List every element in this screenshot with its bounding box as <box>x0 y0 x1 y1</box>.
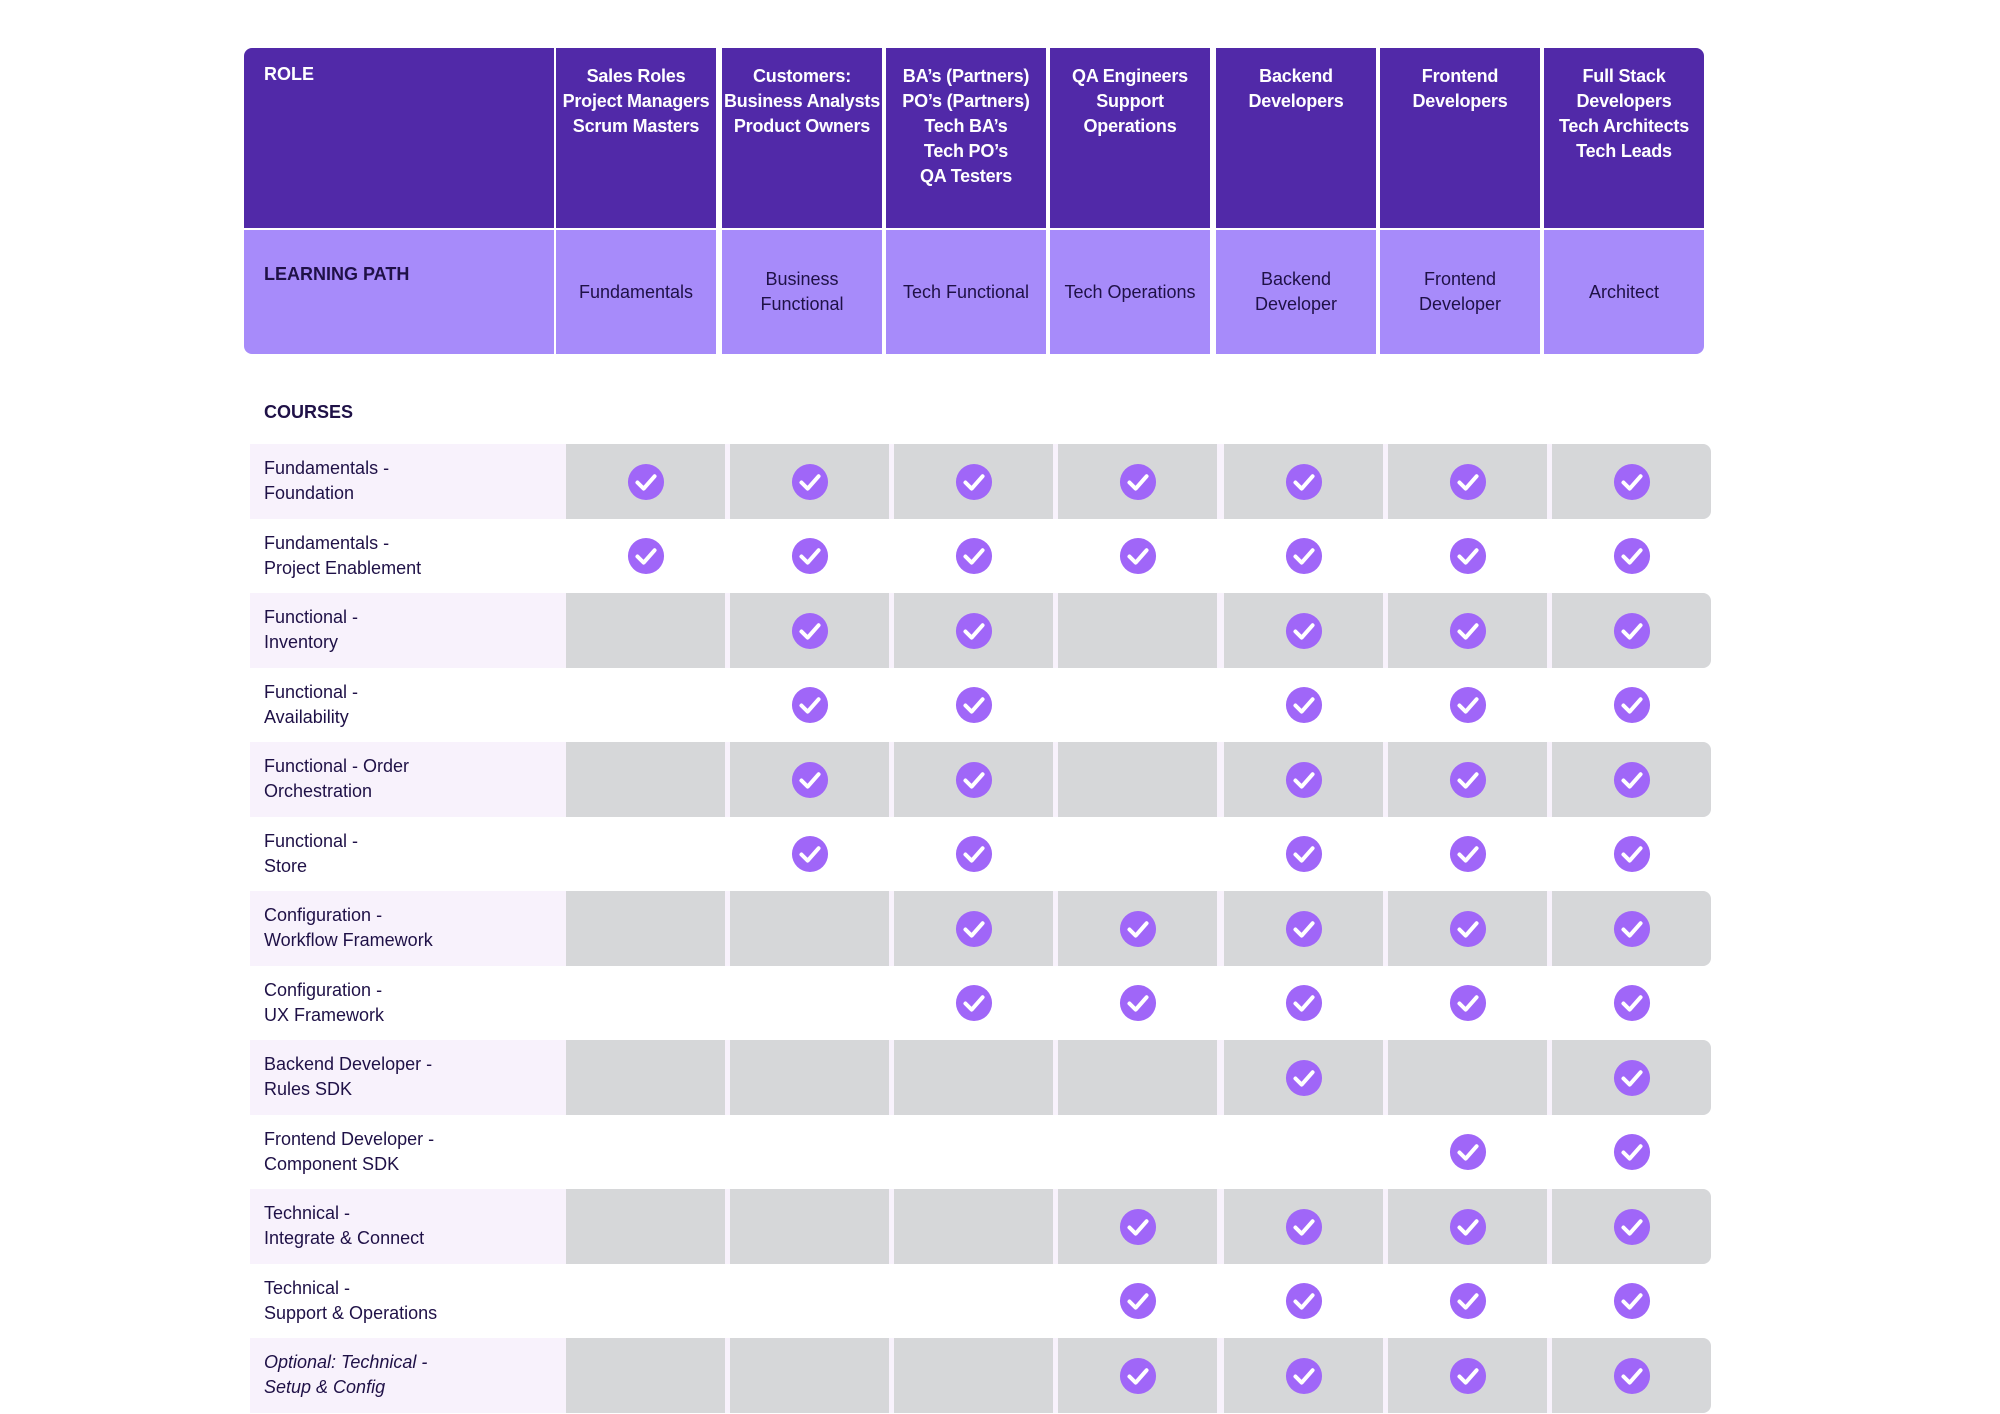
check-circle-icon <box>1285 612 1323 650</box>
course-cell <box>894 966 1053 1041</box>
check-circle-icon <box>1449 1357 1487 1395</box>
learning-path-name: Tech Operations <box>1064 281 1196 302</box>
check-circle-icon <box>1285 761 1323 799</box>
check-circle-icon <box>1119 463 1157 501</box>
course-cell <box>1058 593 1217 668</box>
course-row <box>250 891 1700 966</box>
course-cell <box>1058 891 1217 966</box>
learning-path-header-4 <box>1050 230 1210 354</box>
courses-title: COURSES <box>264 402 354 422</box>
course-cell <box>1552 1040 1711 1115</box>
check-circle-icon <box>955 537 993 575</box>
course-cell <box>1388 1040 1547 1115</box>
role-column-header-2 <box>722 48 882 228</box>
role-line: Operations <box>1083 116 1177 136</box>
course-cell <box>566 1189 725 1264</box>
check-circle-icon <box>1285 910 1323 948</box>
course-cell <box>1388 1189 1547 1264</box>
course-cell <box>566 1115 725 1190</box>
role-line: Business Analysts <box>724 91 880 111</box>
role-line: Tech Architects <box>1558 116 1690 136</box>
course-row <box>250 1040 1700 1115</box>
course-cell <box>1224 593 1383 668</box>
course-cell <box>1552 668 1711 743</box>
course-row <box>250 668 1700 743</box>
role-line: Tech Leads <box>1576 141 1672 161</box>
role-line: Customers: <box>752 66 852 86</box>
course-cell <box>566 966 725 1041</box>
course-cell <box>894 1189 1053 1264</box>
course-cell <box>1552 1115 1711 1190</box>
course-cell <box>730 966 889 1041</box>
course-cell <box>730 742 889 817</box>
check-circle-icon <box>1119 537 1157 575</box>
course-row <box>250 1264 1700 1339</box>
check-circle-icon <box>627 537 665 575</box>
learning-path-header-5 <box>1216 230 1376 354</box>
check-circle-icon <box>1613 1357 1651 1395</box>
check-circle-icon <box>1449 910 1487 948</box>
check-circle-icon <box>1613 686 1651 724</box>
course-cell <box>1224 966 1383 1041</box>
course-cell <box>566 742 725 817</box>
course-cell <box>1552 1189 1711 1264</box>
course-cell <box>1224 1338 1383 1413</box>
check-circle-icon <box>1119 1282 1157 1320</box>
course-name: Fundamentals - Project Enablement <box>264 532 422 578</box>
check-circle-icon <box>955 835 993 873</box>
check-circle-icon <box>1613 910 1651 948</box>
course-cell <box>1058 1189 1217 1264</box>
role-line: Tech BA’s <box>924 116 1008 136</box>
course-cell <box>1388 966 1547 1041</box>
check-circle-icon <box>955 463 993 501</box>
course-cell <box>1224 742 1383 817</box>
check-circle-icon <box>1613 984 1651 1022</box>
check-circle-icon <box>1285 984 1323 1022</box>
course-cell <box>1552 444 1711 519</box>
course-cell <box>1552 817 1711 892</box>
role-line: Developers <box>1576 91 1672 111</box>
course-cell <box>1552 966 1711 1041</box>
check-circle-icon <box>1119 984 1157 1022</box>
check-circle-icon <box>1449 1133 1487 1171</box>
check-circle-icon <box>1285 1208 1323 1246</box>
role-column-header-3 <box>886 48 1046 228</box>
check-circle-icon <box>1119 1357 1157 1395</box>
check-circle-icon <box>1449 686 1487 724</box>
course-cell <box>1552 1264 1711 1339</box>
course-cell <box>1224 668 1383 743</box>
course-cell <box>566 891 725 966</box>
role-label-cell <box>244 48 554 228</box>
check-circle-icon <box>1613 1133 1651 1171</box>
course-cell <box>1552 519 1711 594</box>
role-line: Product Owners <box>733 116 871 136</box>
course-cell <box>730 817 889 892</box>
course-row <box>250 1115 1700 1190</box>
check-circle-icon <box>1613 1208 1651 1246</box>
course-name: Technical - Integrate & Connect <box>264 1203 425 1248</box>
course-cell <box>1224 444 1383 519</box>
course-name: Backend Developer - Rules SDK <box>264 1054 433 1099</box>
role-line: Project Managers <box>562 91 710 111</box>
course-name: Fundamentals - Foundation <box>264 458 390 503</box>
course-cell <box>1388 742 1547 817</box>
course-cell <box>566 444 725 519</box>
course-name: Functional - Availability <box>264 681 359 727</box>
course-cell <box>1552 742 1711 817</box>
course-cell <box>730 593 889 668</box>
course-cell <box>730 1338 889 1413</box>
check-circle-icon <box>1285 1282 1323 1320</box>
course-cell <box>1388 1115 1547 1190</box>
role-line: Scrum Masters <box>572 116 700 136</box>
check-circle-icon <box>627 463 665 501</box>
check-circle-icon <box>1449 612 1487 650</box>
check-circle-icon <box>955 612 993 650</box>
role-line: Sales Roles <box>586 66 686 86</box>
check-circle-icon <box>955 761 993 799</box>
course-name: Configuration - Workflow Framework <box>264 905 433 950</box>
course-cell <box>1058 742 1217 817</box>
check-circle-icon <box>1285 1059 1323 1097</box>
course-cell <box>1388 519 1547 594</box>
course-cell <box>1388 817 1547 892</box>
course-cell <box>566 1338 725 1413</box>
learning-path-header-2 <box>722 230 882 354</box>
course-cell <box>1388 1264 1547 1339</box>
course-cell <box>730 519 889 594</box>
check-circle-icon <box>1449 463 1487 501</box>
check-circle-icon <box>1613 612 1651 650</box>
learning-path-name: Backend Developer <box>1254 269 1338 314</box>
course-cell <box>1388 593 1547 668</box>
course-cell <box>1058 1264 1217 1339</box>
learning-path-name: Frontend Developer <box>1418 269 1502 314</box>
course-cell <box>1388 891 1547 966</box>
course-cell <box>1388 668 1547 743</box>
check-circle-icon <box>791 463 829 501</box>
course-cell <box>566 1040 725 1115</box>
course-cell <box>566 668 725 743</box>
course-row <box>250 966 1700 1041</box>
check-circle-icon <box>1449 1282 1487 1320</box>
role-line: QA Engineers <box>1072 66 1188 86</box>
course-cell <box>894 742 1053 817</box>
course-cell <box>1224 519 1383 594</box>
role-line: Developers <box>1412 91 1508 111</box>
course-cell <box>1388 444 1547 519</box>
course-cell <box>730 891 889 966</box>
check-circle-icon <box>1285 686 1323 724</box>
course-cell <box>894 1040 1053 1115</box>
check-circle-icon <box>1613 463 1651 501</box>
course-cell <box>1058 817 1217 892</box>
check-circle-icon <box>1119 910 1157 948</box>
course-cell <box>1058 1115 1217 1190</box>
course-cell <box>566 593 725 668</box>
course-cell <box>894 593 1053 668</box>
course-name: Functional - Store <box>264 830 359 876</box>
check-circle-icon <box>791 686 829 724</box>
course-cell <box>894 1338 1053 1413</box>
role-column-header-6 <box>1380 48 1540 228</box>
role-line: BA’s (Partners) <box>902 66 1030 86</box>
course-cell <box>1224 1189 1383 1264</box>
course-cell <box>730 1189 889 1264</box>
course-cell <box>894 519 1053 594</box>
course-name: Frontend Developer - Component SDK <box>264 1128 435 1174</box>
course-cell <box>894 891 1053 966</box>
course-cell <box>1552 593 1711 668</box>
course-cell <box>1058 1338 1217 1413</box>
course-cell <box>894 1264 1053 1339</box>
role-line: QA Testers <box>919 166 1013 186</box>
course-name: Configuration - UX Framework <box>264 979 385 1025</box>
check-circle-icon <box>791 537 829 575</box>
course-row <box>250 742 1700 817</box>
course-row <box>250 1338 1700 1413</box>
role-line: Support <box>1096 91 1164 111</box>
course-cell <box>1552 891 1711 966</box>
course-name: Technical - Support & Operations <box>264 1277 438 1323</box>
check-circle-icon <box>1285 537 1323 575</box>
role-line: Frontend <box>1421 66 1499 86</box>
role-column-header-4 <box>1050 48 1210 228</box>
course-row <box>250 1189 1700 1264</box>
course-row <box>250 519 1700 594</box>
course-cell <box>894 817 1053 892</box>
course-cell <box>1058 519 1217 594</box>
course-row <box>250 593 1700 668</box>
course-name: Functional - Order Orchestration <box>264 756 410 801</box>
role-line: Developers <box>1248 91 1344 111</box>
course-cell <box>1224 1040 1383 1115</box>
check-circle-icon <box>1449 984 1487 1022</box>
course-cell <box>1224 891 1383 966</box>
learning-path-name: Fundamentals <box>578 281 694 302</box>
role-column-header-5 <box>1216 48 1376 228</box>
check-circle-icon <box>1449 537 1487 575</box>
course-cell <box>894 444 1053 519</box>
check-circle-icon <box>1285 1357 1323 1395</box>
check-circle-icon <box>791 835 829 873</box>
course-cell <box>730 1264 889 1339</box>
role-column-header-7 <box>1544 48 1704 228</box>
course-row <box>250 444 1700 519</box>
role-label: ROLE <box>264 64 315 84</box>
course-cell <box>566 1264 725 1339</box>
learning-path-label-cell <box>244 230 554 354</box>
course-row <box>250 817 1700 892</box>
learning-path-header-3 <box>886 230 1046 354</box>
role-line: Backend <box>1259 66 1333 86</box>
course-name: Optional: Technical - Setup & Config <box>264 1352 428 1397</box>
course-cell <box>730 1040 889 1115</box>
course-cell <box>730 668 889 743</box>
role-line: Full Stack <box>1582 66 1666 86</box>
course-cell <box>566 817 725 892</box>
course-cell <box>1224 1264 1383 1339</box>
check-circle-icon <box>1449 835 1487 873</box>
course-name: Functional - Inventory <box>264 607 359 652</box>
check-circle-icon <box>1449 761 1487 799</box>
course-cell <box>1388 1338 1547 1413</box>
check-circle-icon <box>955 686 993 724</box>
check-circle-icon <box>791 612 829 650</box>
learning-path-label: LEARNING PATH <box>264 264 410 284</box>
check-circle-icon <box>955 910 993 948</box>
learning-path-header-7 <box>1544 230 1704 354</box>
check-circle-icon <box>1613 537 1651 575</box>
learning-path-header-1 <box>556 230 716 354</box>
course-cell <box>894 668 1053 743</box>
course-cell <box>1058 966 1217 1041</box>
check-circle-icon <box>1613 761 1651 799</box>
course-cell <box>1552 1338 1711 1413</box>
role-line: Tech PO’s <box>923 141 1009 161</box>
course-cell <box>1224 817 1383 892</box>
role-column-header-1 <box>556 48 716 228</box>
learning-path-header-6 <box>1380 230 1540 354</box>
check-circle-icon <box>1285 463 1323 501</box>
course-cell <box>894 1115 1053 1190</box>
check-circle-icon <box>1613 1282 1651 1320</box>
check-circle-icon <box>1613 1059 1651 1097</box>
check-circle-icon <box>1119 1208 1157 1246</box>
course-cell <box>730 1115 889 1190</box>
role-line: PO’s (Partners) <box>902 91 1030 111</box>
learning-path-name: Tech Functional <box>902 281 1030 302</box>
course-cell <box>1058 668 1217 743</box>
course-cell <box>1224 1115 1383 1190</box>
check-circle-icon <box>1449 1208 1487 1246</box>
check-circle-icon <box>1285 835 1323 873</box>
learning-path-name: Architect <box>1588 281 1660 302</box>
check-circle-icon <box>791 761 829 799</box>
learning-path-name: Business Functional <box>760 269 844 314</box>
course-cell <box>566 519 725 594</box>
course-cell <box>1058 444 1217 519</box>
check-circle-icon <box>955 984 993 1022</box>
check-circle-icon <box>1613 835 1651 873</box>
course-cell <box>1058 1040 1217 1115</box>
course-cell <box>730 444 889 519</box>
